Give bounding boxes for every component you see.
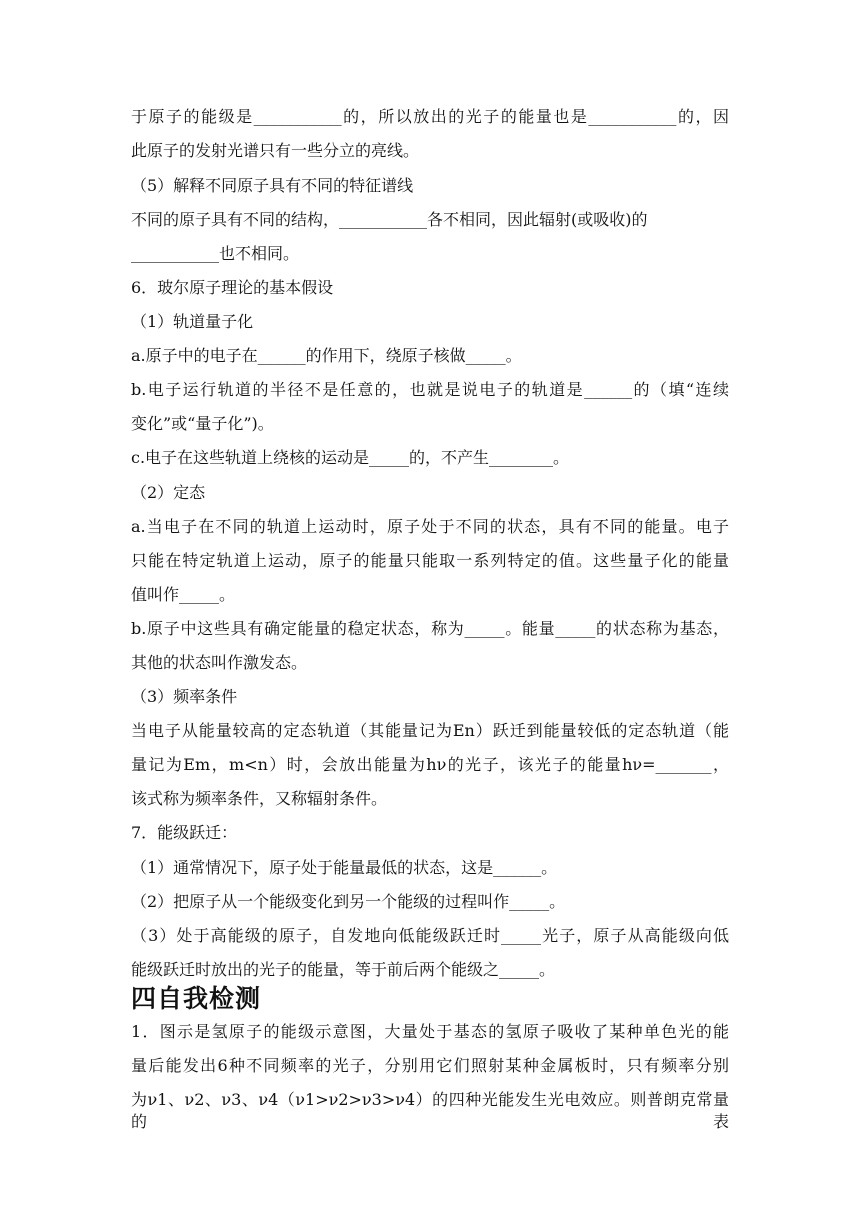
- text-line: 当电子从能量较高的定态轨道（其能量记为En）跃迁到能量较低的定态轨道（能: [131, 721, 729, 740]
- text-line: 其他的状态叫作激发态。: [131, 653, 308, 672]
- text-line: 6．玻尔原子理论的基本假设: [131, 278, 334, 297]
- text-line: 7．能级跃迁：: [131, 823, 238, 842]
- text-line: a.原子中的电子在______的作用下，绕原子核做_____。: [131, 346, 522, 365]
- text-line: 能级跃迁时放出的光子的能量，等于前后两个能级之_____。: [131, 960, 556, 979]
- text-line: 此原子的发射光谱只有一些分立的亮线。: [131, 141, 420, 160]
- section-heading: 四自我检测: [131, 984, 262, 1013]
- text-line: 量记为Em，m<n）时，会放出能量为hν的光子，该光子的能量hν=_______，: [131, 755, 729, 774]
- text-line: （3）频率条件: [131, 687, 238, 706]
- question-line: 为ν1、ν2、ν3、ν4（ν1>ν2>ν3>ν4）的四种光能发生光电效应。则普朗克常量的表: [131, 1090, 729, 1131]
- question-line: 量后能发出6种不同频率的光子，分别用它们照射某种金属板时，只有频率分别: [131, 1056, 729, 1075]
- text-line: 值叫作_____。: [131, 585, 236, 604]
- text-line: （5）解释不同原子具有不同的特征谱线: [131, 176, 414, 195]
- text-line: 只能在特定轨道上运动，原子的能量只能取一系列特定的值。这些量子化的能量: [131, 551, 729, 570]
- text-line: b.电子运行轨道的半径不是任意的，也就是说电子的轨道是______的（填“连续: [131, 380, 729, 399]
- text-line: （1）轨道量子化: [131, 312, 254, 331]
- question-line: 1．图示是氢原子的能级示意图，大量处于基态的氢原子吸收了某种单色光的能: [131, 1022, 729, 1041]
- text-line: b.原子中这些具有确定能量的稳定状态，称为_____。能量_____的状态称为基态，: [131, 619, 729, 638]
- text-line: 于原子的能级是___________的，所以放出的光子的能量也是___________的，因: [131, 107, 729, 126]
- text-line: 不同的原子具有不同的结构，___________各不相同，因此辐射(或吸收)的: [131, 210, 648, 229]
- text-line: （3）处于高能级的原子，自发地向低能级跃迁时_____光子，原子从高能级向低: [131, 926, 729, 945]
- text-line: 变化”或“量子化”)。: [131, 414, 274, 433]
- text-line: ___________也不相同。: [131, 244, 300, 263]
- text-line: a.当电子在不同的轨道上运动时，原子处于不同的状态，具有不同的能量。电子: [131, 517, 729, 536]
- text-line: （2）把原子从一个能级变化到另一个能级的过程叫作_____。: [131, 892, 566, 911]
- text-line: （2）定态: [131, 483, 206, 502]
- text-line: 该式称为频率条件，又称辐射条件。: [131, 789, 388, 808]
- text-line: （1）通常情况下，原子处于能量最低的状态，这是______。: [131, 858, 558, 877]
- text-line: c.电子在这些轨道上绕核的运动是_____的，不产生________。: [131, 448, 570, 467]
